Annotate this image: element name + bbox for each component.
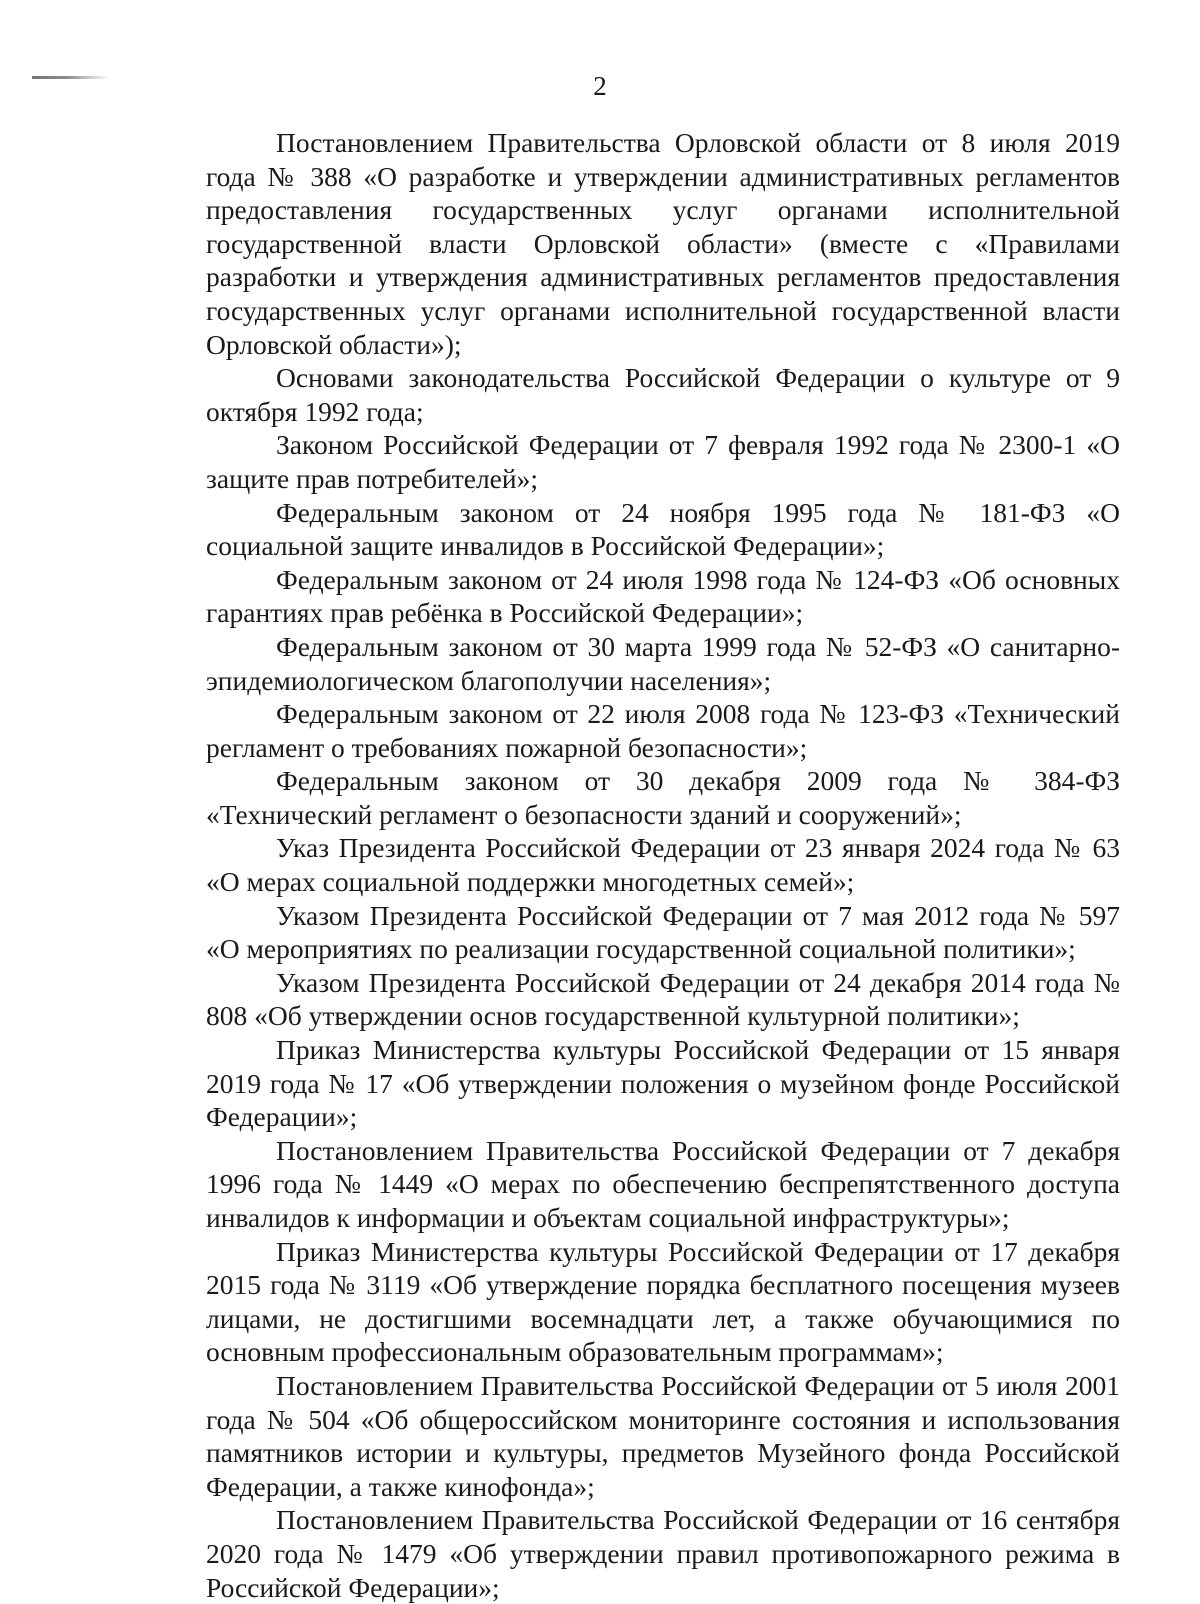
paragraph-decree-808: Указом Президента Российской Федерации от 24 декабря 2014 года № 808 «Об утверждении основ государственной культурной политики»; <box>206 966 1120 1032</box>
paragraph-culture-law-basics: Основами законодательства Российской Федерации о культуре от 9 октября 1992 года; <box>206 362 1120 427</box>
paragraph-orel-resolution-388: Постановлением Правительства Орловской области от 8 июля 2019 года № 388 «О разработке и утверждении административных регламентов предоставления государственных услуг органами исполнительной государственной власти Орловской области» (вместе с «Правилами разработки и утверждения административных регламентов предоставления государственных услуг органами исполнительной государственной власти Орловской области»); <box>206 127 1120 360</box>
paragraph-building-safety-regulation: Федеральным законом от 30 декабря 2009 года № 384-ФЗ «Технический регламент о безопасности зданий и сооружений»; <box>206 765 1120 830</box>
paragraph-consumer-protection-law: Законом Российской Федерации от 7 февраля 1992 года № 2300-1 «О защите прав потребителей»; <box>206 429 1120 494</box>
paragraph-order-3119: Приказ Министерства культуры Российской Федерации от 17 декабря 2015 года № 3119 «Об утверждение порядка бесплатного посещения музеев лицами, не достигшими восемнадцати лет, а также обучающимися по основным профессиональным образовательным программам»; <box>206 1235 1120 1368</box>
paragraph-decree-597: Указом Президента Российской Федерации от 7 мая 2012 года № 597 «О мероприятиях по реализации государственной социальной политики»; <box>206 899 1120 965</box>
paragraph-resolution-504: Постановлением Правительства Российской Федерации от 5 июля 2001 года № 504 «Об общероссийском мониторинге состояния и использования памятников истории и культуры, предметов Музейного фонда Российской Федерации, а также кинофонда»; <box>206 1369 1120 1502</box>
paragraph-disabled-protection-law: Федеральным законом от 24 ноября 1995 года № 181-ФЗ «О социальной защите инвалидов в Российской Федерации»; <box>206 496 1120 562</box>
paragraph-resolution-1449: Постановлением Правительства Российской Федерации от 7 декабря 1996 года № 1449 «О мерах по обеспечению беспрепятственного доступа инвалидов к информации и объектам социальной инфраструктуры»; <box>206 1134 1120 1233</box>
paragraph-child-rights-law: Федеральным законом от 24 июля 1998 года № 124-ФЗ «Об основных гарантиях прав ребёнка в Российской Федерации»; <box>206 563 1120 629</box>
paragraph-fire-safety-regulation: Федеральным законом от 22 июля 2008 года № 123-ФЗ «Технический регламент о требованиях пожарной безопасности»; <box>206 698 1120 763</box>
page-number: 2 <box>593 71 607 101</box>
paragraph-order-17: Приказ Министерства культуры Российской Федерации от 15 января 2019 года № 17 «Об утверждении положения о музейном фонде Российской Федерации»; <box>206 1034 1120 1133</box>
document-body <box>206 126 1120 1604</box>
paragraph-decree-63: Указ Президента Российской Федерации от 23 января 2024 года № 63 «О мерах социальной поддержки многодетных семей»; <box>206 832 1120 898</box>
paragraph-sanitary-law: Федеральным законом от 30 марта 1999 года № 52-ФЗ «О санитарно-эпидемиологическом благополучии населения»; <box>206 630 1120 696</box>
paragraph-resolution-1479: Постановлением Правительства Российской Федерации от 16 сентября 2020 года № 1479 «Об утверждении правил противопожарного режима в Российской Федерации»; <box>206 1504 1120 1603</box>
